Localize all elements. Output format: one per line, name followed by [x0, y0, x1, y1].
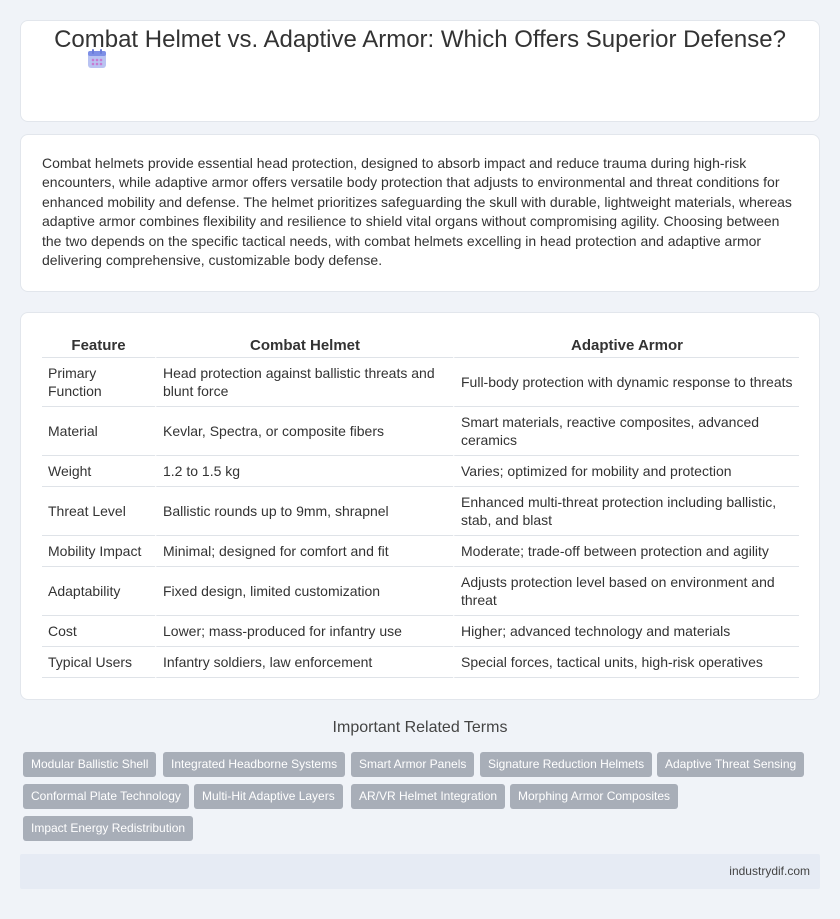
table-row — [42, 536, 799, 567]
page-title: Combat Helmet vs. Adaptive Armor: Which Offers Superior Defense? — [54, 26, 786, 53]
table-cell: Primary Function — [42, 358, 155, 407]
comparison-card — [20, 312, 820, 700]
table-header-row — [42, 331, 799, 358]
related-term-tag[interactable]: Signature Reduction Helmets — [480, 752, 652, 777]
table-cell: Moderate; trade-off between protection and agility — [453, 536, 799, 567]
related-term-tag[interactable]: Impact Energy Redistribution — [23, 816, 193, 841]
table-row — [42, 647, 799, 678]
table-cell: Minimal; designed for comfort and fit — [155, 536, 453, 567]
column-header-combat-helmet: Combat Helmet — [155, 331, 453, 358]
intro-paragraph: Combat helmets provide essential head protection, designed to absorb impact and reduce trauma during high-risk encounters, while adaptive armor offers versatile body protection that adjusts to environmental and threat conditions for enhanced mobility and defense. The helmet prioritizes safeguarding the skull with durable, lightweight materials, whereas adaptive armor combines flexibility and resilience to shield vital organs without compromising agility. Choosing between the two depends on the specific tactical needs, with combat helmets excelling in head protection and adaptive armor delivering comprehensive, customizable body defense. — [42, 155, 792, 269]
related-term-tag[interactable]: Integrated Headborne Systems — [163, 752, 345, 777]
table-cell: Typical Users — [42, 647, 155, 678]
table-cell: Fixed design, limited customization — [155, 567, 453, 616]
table-cell: Infantry soldiers, law enforcement — [155, 647, 453, 678]
table-row — [42, 487, 799, 536]
table-row — [42, 407, 799, 456]
column-header-adaptive-armor: Adaptive Armor — [453, 331, 799, 358]
table-cell: Smart materials, reactive composites, advanced ceramics — [453, 407, 799, 456]
table-row — [42, 358, 799, 407]
title-wrap — [40, 24, 800, 55]
table-cell: Full-body protection with dynamic response to threats — [453, 358, 799, 407]
table-cell: Varies; optimized for mobility and protection — [453, 456, 799, 487]
related-terms-heading: Important Related Terms — [332, 719, 508, 736]
table-cell: Mobility Impact — [42, 536, 155, 567]
table-cell: 1.2 to 1.5 kg — [155, 456, 453, 487]
related-term-tag[interactable]: Modular Ballistic Shell — [23, 752, 156, 777]
related-term-tag[interactable]: Morphing Armor Composites — [510, 784, 678, 809]
table-cell: Higher; advanced technology and materials — [453, 616, 799, 647]
related-term-tag[interactable]: Conformal Plate Technology — [23, 784, 189, 809]
column-header-feature: Feature — [42, 331, 155, 358]
table-cell: Enhanced multi-threat protection including ballistic, stab, and blast — [453, 487, 799, 536]
table-cell: Kevlar, Spectra, or composite fibers — [155, 407, 453, 456]
comparison-table — [42, 331, 799, 678]
footer-site-link[interactable]: industrydif.com — [729, 864, 810, 878]
table-cell: Adaptability — [42, 567, 155, 616]
table-cell: Head protection against ballistic threats and blunt force — [155, 358, 453, 407]
table-cell: Lower; mass-produced for infantry use — [155, 616, 453, 647]
table-cell: Cost — [42, 616, 155, 647]
related-term-tag[interactable]: Smart Armor Panels — [351, 752, 474, 777]
table-cell: Threat Level — [42, 487, 155, 536]
table-cell: Ballistic rounds up to 9mm, shrapnel — [155, 487, 453, 536]
table-row — [42, 616, 799, 647]
table-row — [42, 456, 799, 487]
table-cell: Material — [42, 407, 155, 456]
related-term-tag[interactable]: Adaptive Threat Sensing — [657, 752, 804, 777]
table-cell: Adjusts protection level based on environment and threat — [453, 567, 799, 616]
table-cell: Special forces, tactical units, high-risk operatives — [453, 647, 799, 678]
table-cell: Weight — [42, 456, 155, 487]
table-row — [42, 567, 799, 616]
intro-card — [20, 134, 820, 292]
related-term-tag[interactable]: Multi-Hit Adaptive Layers — [194, 784, 343, 809]
related-term-tag[interactable]: AR/VR Helmet Integration — [351, 784, 505, 809]
footer — [20, 854, 820, 889]
